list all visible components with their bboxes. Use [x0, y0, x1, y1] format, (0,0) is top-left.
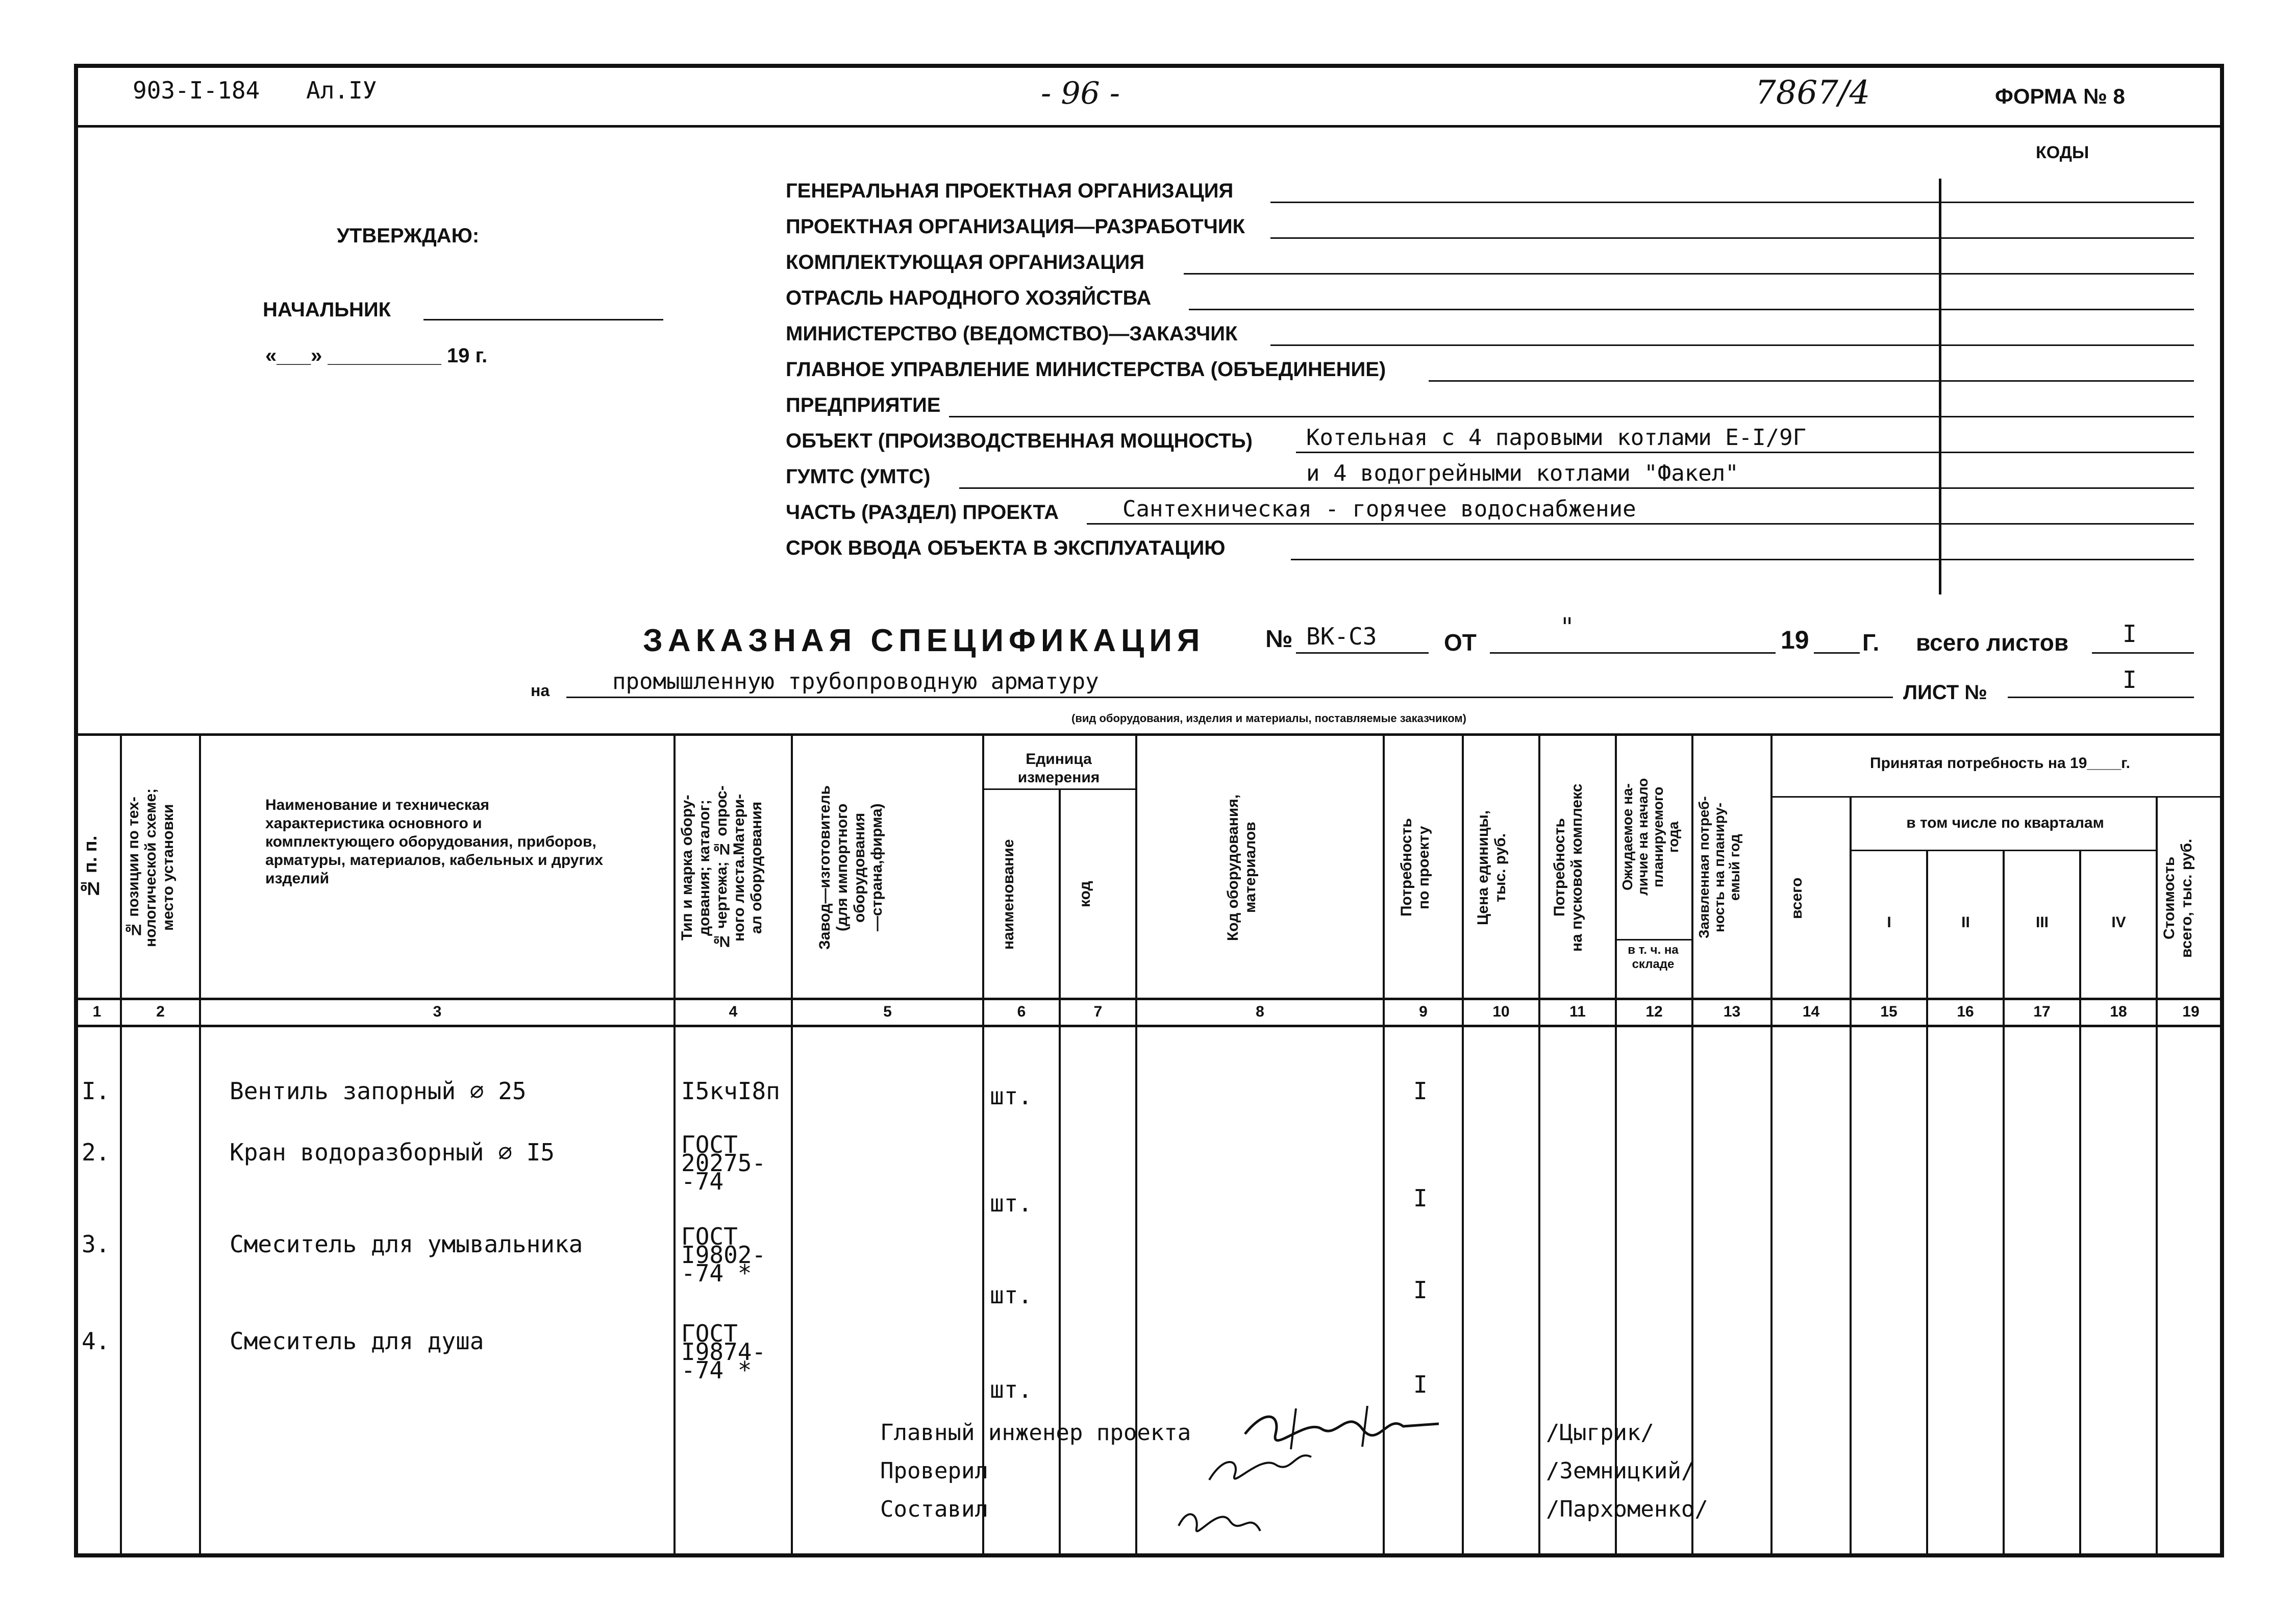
col-number: 2 — [156, 1003, 165, 1020]
field-line-enterprise — [949, 416, 2194, 417]
sheet-number-label: ЛИСТ № — [1903, 681, 1987, 704]
album-number: Ал.IУ — [306, 77, 377, 104]
row-2-name: Кран водоразборный ∅ I5 — [230, 1138, 555, 1166]
header-type: Тип и марка обору- дования; каталог; № чертежа; № опрос- ного листа.Матери- ал оборудования — [679, 785, 765, 950]
col-divider-17 — [2079, 850, 2081, 1555]
field-line-gumts — [959, 487, 2194, 489]
codes-label: КОДЫ — [2036, 143, 2089, 162]
spec-title: ЗАКАЗНАЯ СПЕЦИФИКАЦИЯ — [643, 623, 1205, 658]
field-label-project-part: ЧАСТЬ (РАЗДЕЛ) ПРОЕКТА — [786, 501, 1059, 524]
header-position: № позиции по тех- нологической схеме; место установки — [125, 788, 177, 947]
field-label-industry: ОТРАСЛЬ НАРОДНОГО ХОЗЯЙСТВА — [786, 287, 1152, 309]
field-label-enterprise: ПРЕДПРИЯТИЕ — [786, 394, 941, 416]
col-divider-1 — [120, 733, 122, 1555]
warehouse-sub-line — [1615, 939, 1691, 940]
field-line-object — [1296, 452, 2194, 453]
col-divider-9 — [1462, 733, 1464, 1555]
header-manufacturer: Завод—изготовитель (для импортного оборудования —страна,фирма) — [816, 785, 885, 950]
field-label-ministry: МИНИСТЕРСТВО (ВЕДОМСТВО)—ЗАКАЗЧИК — [786, 323, 1238, 345]
field-label-object: ОБЪЕКТ (ПРОИЗВОДСТВЕННАЯ МОЩНОСТЬ) — [786, 430, 1253, 452]
spec-number-line — [1296, 652, 1429, 654]
row-1-name: Вентиль запорный ∅ 25 — [230, 1077, 527, 1105]
handwritten-signature-checked — [1204, 1444, 1316, 1490]
field-line-design-org — [1270, 237, 2194, 239]
col-number: 12 — [1645, 1003, 1663, 1020]
field-value-object: Котельная с 4 паровыми котлами Е-I/9Г — [1306, 425, 1807, 451]
header-quarter-1: I — [1887, 914, 1891, 931]
field-label-main-directorate: ГЛАВНОЕ УПРАВЛЕНИЕ МИНИСТЕРСТВА (ОБЪЕДИНЕНИЕ) — [786, 358, 1386, 381]
row-1-unit: шт. — [990, 1082, 1033, 1110]
header-unit-code: код — [1077, 881, 1093, 908]
signature-role-compiled: Составил — [880, 1496, 988, 1522]
handwritten-signature-compiled — [1174, 1495, 1265, 1541]
row-2-quantity: I — [1413, 1184, 1428, 1212]
accepted-group-line — [1770, 796, 2224, 798]
row-3-name: Смеситель для умывальника — [230, 1230, 583, 1258]
field-line-ministry — [1270, 344, 2194, 346]
chief-label: НАЧАЛЬНИК — [263, 299, 391, 321]
field-line-project-part — [1087, 523, 2194, 525]
total-sheets-value: I — [2123, 620, 2137, 648]
top-bar-divider — [74, 125, 2224, 128]
col-number: 8 — [1256, 1003, 1264, 1020]
header-cost: Стоимость всего, тыс. руб. — [2161, 838, 2195, 958]
codes-column-divider — [1939, 179, 1941, 595]
col-divider-10 — [1538, 733, 1540, 1555]
col-number: 13 — [1723, 1003, 1741, 1020]
spec-date-line — [1490, 652, 1776, 654]
row-4-number: 4. — [82, 1327, 110, 1355]
field-line-main-directorate — [1429, 380, 2194, 382]
field-value-project-part: Сантехническая - горячее водоснабжение — [1122, 496, 1636, 522]
subject-caption: (вид оборудования, изделия и материалы, поставляемые заказчиком) — [1071, 712, 1467, 725]
col-number: 3 — [433, 1003, 442, 1020]
spec-on-label: на — [531, 681, 550, 700]
row-4-type: ГОСТ I9874- -74 * — [681, 1320, 766, 1384]
header-equipment-code: Код оборудования, материалов — [1225, 794, 1259, 941]
header-unit-group: Единица измерения — [1017, 751, 1100, 786]
col-divider-3 — [673, 733, 676, 1555]
field-label-commissioning: СРОК ВВОДА ОБЪЕКТА В ЭКСПЛУАТАЦИЮ — [786, 537, 1226, 559]
col-number: 5 — [883, 1003, 892, 1020]
signature-name-chief-engineer: /Цыгрик/ — [1546, 1420, 1654, 1446]
row-1-number: I. — [82, 1077, 110, 1105]
column-numbers-bottom-line — [74, 1025, 2224, 1027]
header-quarter-4: IV — [2111, 914, 2126, 931]
header-quarter-3: III — [2035, 914, 2049, 931]
total-sheets-line — [2092, 652, 2194, 654]
field-label-general-org: ГЕНЕРАЛЬНАЯ ПРОЕКТНАЯ ОРГАНИЗАЦИЯ — [786, 180, 1234, 202]
field-value-gumts: и 4 водогрейными котлами "Факел" — [1306, 460, 1739, 486]
field-label-design-org: ПРОЕКТНАЯ ОРГАНИЗАЦИЯ—РАЗРАБОТЧИК — [786, 215, 1245, 238]
field-line-commissioning — [1291, 559, 2194, 560]
header-unit-price: Цена единицы, тыс. руб. — [1475, 810, 1509, 925]
col-divider-4 — [791, 733, 793, 1555]
col-number: 18 — [2110, 1003, 2127, 1020]
total-sheets-label: всего листов — [1916, 629, 2069, 656]
form-number: ФОРМА № 8 — [1995, 84, 2125, 108]
col-number: 14 — [1802, 1003, 1820, 1020]
col-divider-18 — [2156, 796, 2158, 1555]
row-3-quantity: I — [1413, 1276, 1428, 1304]
header-startup-need: Потребность на пусковой комплекс — [1551, 783, 1585, 952]
col-divider-14 — [1850, 796, 1852, 1555]
signature-role-checked: Проверил — [880, 1458, 988, 1484]
header-warehouse: в т. ч. на складе — [1628, 943, 1679, 971]
col-number: 17 — [2033, 1003, 2051, 1020]
spec-number-label: № — [1265, 626, 1293, 653]
header-quarter-2: II — [1961, 914, 1970, 931]
doc-code: 903-I-184 — [133, 77, 260, 104]
row-2-number: 2. — [82, 1138, 110, 1166]
header-expected-stock: Ожидаемое на- личие на начало планируемого года — [1619, 778, 1681, 896]
spec-subject: промышленную трубопроводную арматуру — [612, 669, 1099, 695]
col-number: 6 — [1017, 1003, 1026, 1020]
row-1-type: I5кчI8п — [681, 1077, 780, 1105]
col-number: 15 — [1880, 1003, 1898, 1020]
spec-year-line — [1814, 652, 1860, 654]
registration-number: 7867/4 — [1755, 74, 1870, 112]
field-label-supply-org: КОМПЛЕКТУЮЩАЯ ОРГАНИЗАЦИЯ — [786, 251, 1144, 274]
field-label-gumts: ГУМТС (УМТС) — [786, 465, 931, 488]
header-row-number: № п. п. — [80, 835, 101, 900]
row-2-unit: шт. — [990, 1190, 1033, 1217]
col-divider-2 — [199, 733, 201, 1555]
quarters-line — [1850, 850, 2156, 851]
header-name: Наименование и техническая характеристика основного и комплектующего оборудования, приборов, арматуры, материалов, кабельных и других изделий — [265, 797, 604, 887]
col-number: 10 — [1492, 1003, 1510, 1020]
row-4-unit: шт. — [990, 1376, 1033, 1403]
spec-year-label: 19 — [1781, 626, 1809, 654]
col-divider-12 — [1691, 733, 1693, 1555]
row-4-quantity: I — [1413, 1371, 1428, 1398]
signature-name-compiled: /Пархоменко/ — [1546, 1496, 1708, 1522]
field-line-industry — [1189, 309, 2194, 310]
signature-name-checked: /Земницкий/ — [1546, 1458, 1695, 1484]
row-3-number: 3. — [82, 1230, 110, 1258]
date-quote-mark: " — [1561, 612, 1573, 642]
col-divider-13 — [1770, 733, 1773, 1555]
col-divider-15 — [1926, 850, 1928, 1555]
row-3-type: ГОСТ I9802- -74 * — [681, 1223, 766, 1287]
spec-number-value: ВК-СЗ — [1306, 623, 1377, 650]
chief-signature-line — [423, 319, 663, 320]
spec-subject-line — [566, 697, 1893, 698]
unit-group-line — [982, 788, 1135, 790]
sheet-number-line — [2008, 697, 2194, 698]
row-1-quantity: I — [1413, 1077, 1428, 1105]
header-quarters-label: в том числе по кварталам — [1906, 814, 2104, 831]
row-2-type: ГОСТ 20275- -74 — [681, 1131, 766, 1195]
signature-role-chief-engineer: Главный инженер проекта — [880, 1420, 1191, 1446]
approve-label: УТВЕРЖДАЮ: — [337, 225, 480, 247]
row-3-unit: шт. — [990, 1281, 1033, 1309]
table-top-line — [74, 733, 2224, 736]
field-line-general-org — [1270, 202, 2194, 203]
col-divider-16 — [2003, 850, 2005, 1555]
header-accepted-need: Принятая потребность на 19____г. — [1870, 755, 2130, 772]
header-need-project: Потребность по проекту — [1398, 818, 1432, 917]
col-number: 7 — [1093, 1003, 1103, 1020]
col-number: 1 — [92, 1003, 102, 1020]
header-unit-name: наименование — [1000, 839, 1017, 950]
col-number: 19 — [2182, 1003, 2200, 1020]
header-declared-need: Заявленная потреб- ность на планиру- емый год — [1696, 796, 1742, 939]
spec-year-suffix: Г. — [1862, 629, 1880, 656]
col-number: 9 — [1419, 1003, 1428, 1020]
col-number: 11 — [1569, 1003, 1586, 1020]
field-line-supply-org — [1184, 273, 2194, 275]
col-number: 4 — [729, 1003, 738, 1020]
sheet-number-value: I — [2123, 666, 2137, 694]
approval-date: «___» __________ 19 г. — [265, 344, 488, 367]
spec-from-label: ОТ — [1444, 629, 1477, 656]
col-number: 16 — [1957, 1003, 1974, 1020]
page-number: - 96 - — [1041, 76, 1120, 111]
row-4-name: Смеситель для душа — [230, 1327, 484, 1355]
header-total: всего — [1788, 877, 1805, 919]
